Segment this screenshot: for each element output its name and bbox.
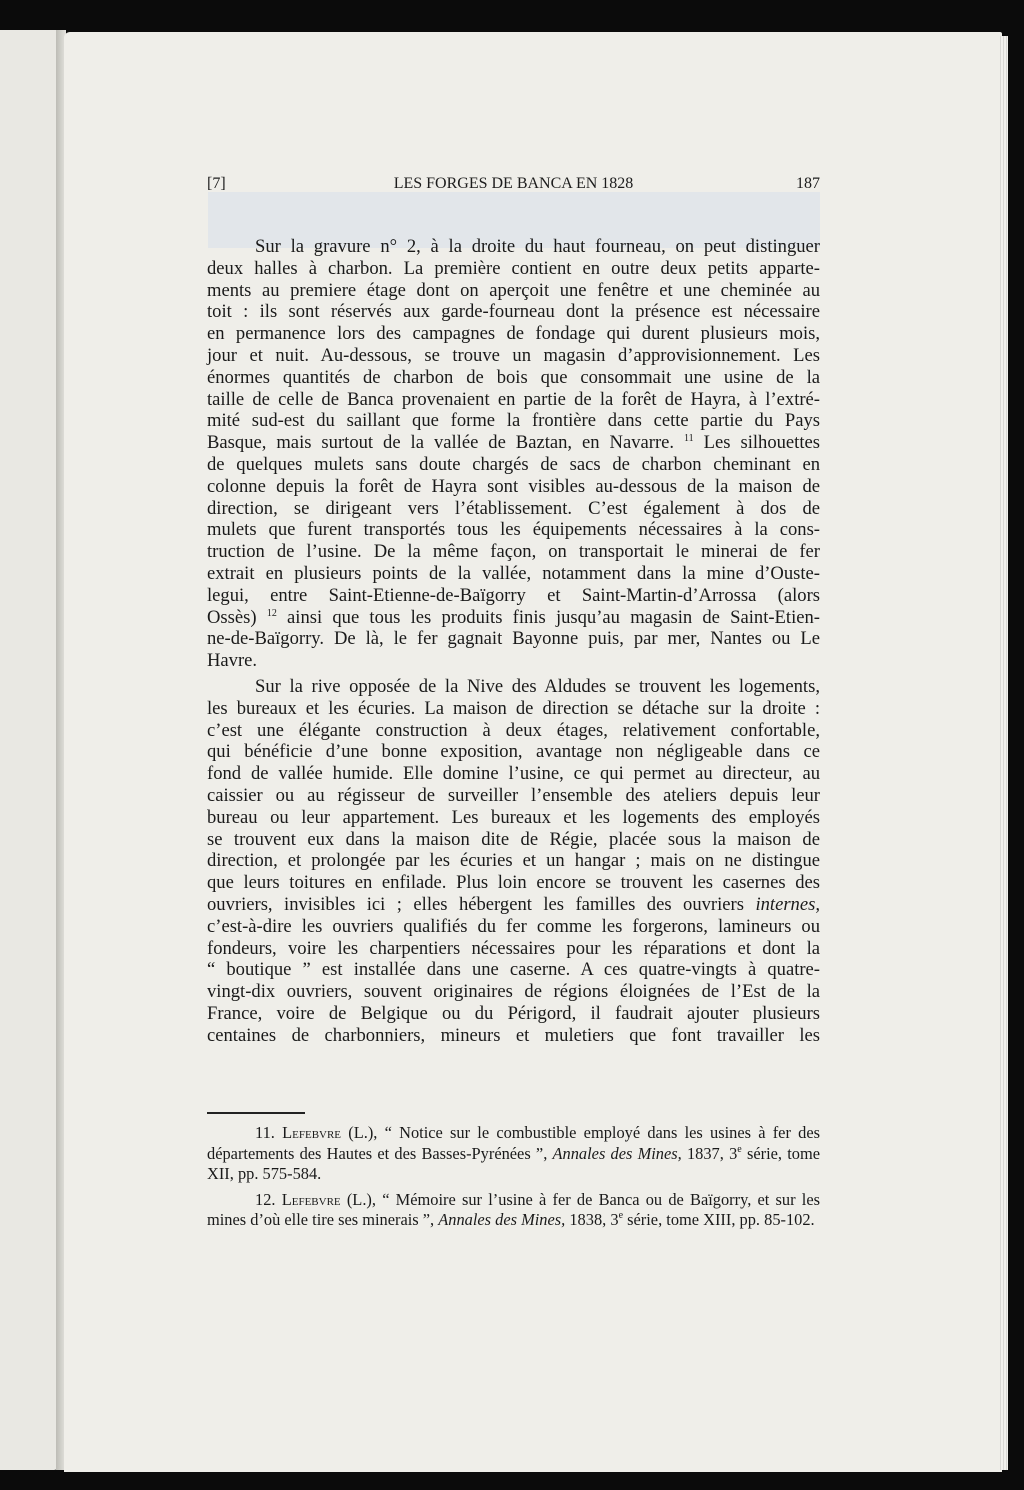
footnote-number: 12.	[255, 1189, 276, 1209]
footnote-title: “ Mémoire sur l’usine à fer de Banca ou de Baïgorry, et sur les mines d’où elle tire ses minerais ”,	[207, 1189, 820, 1229]
text-line: France, voire de Belgique ou du Périgord, il faudrait ajouter plusieurs	[207, 1002, 820, 1024]
text-line: mulets que furent transportés tous les équipements nécessaires à la cons-	[207, 519, 820, 541]
text-line: bureau ou leur appartement. Les bureaux et les logements des employés	[207, 806, 820, 828]
text-line: c’est une élégante construction à deux étages, relativement confortable,	[207, 719, 820, 741]
footnote-journal: Annales des Mines,	[438, 1210, 566, 1229]
footnote-separator	[207, 1112, 305, 1114]
footnote-journal: Annales des Mines,	[552, 1143, 682, 1163]
footnote-series: 3	[610, 1210, 619, 1229]
footnote-author: Lefebvre	[282, 1123, 342, 1142]
text-line: deux halles à charbon. La première contient en outre deux petits apparte-	[207, 257, 820, 279]
footnote-year: 1837,	[686, 1143, 724, 1163]
text-line: ments au premiere étage dont on aperçoit une fenêtre et une cheminée au	[207, 279, 820, 301]
paragraph-1	[207, 236, 820, 672]
text-line: colonne depuis la forêt de Hayra sont visibles au-dessous de la maison de	[207, 475, 820, 497]
text-line: vingt-dix ouvriers, souvent originaires de régions éloignées de l’Est de la	[207, 981, 820, 1003]
text-line: mité sud-est du saillant que forme la frontière dans cette partie du Pays	[207, 410, 820, 432]
paragraph-2	[207, 676, 820, 1047]
text-line: Sur la rive opposée de la Nive des Aldudes se trouvent les logements,	[255, 675, 820, 697]
text-line: fondeurs, voire les charpentiers nécessaires pour les réparations et dont la	[207, 937, 820, 959]
left-page-edge	[0, 30, 58, 1470]
footnote-series-sup: e	[618, 1210, 624, 1221]
running-title: LES FORGES DE BANCA EN 1828	[393, 175, 634, 192]
footnotes	[207, 1123, 820, 1231]
footnote-year: 1838,	[569, 1210, 607, 1229]
footnote-details: série, tome XII, pp. 575-584.	[207, 1143, 820, 1183]
text-line: legui, entre Saint-Etienne-de-Baïgorry et Saint-Martin-d’Arrossa (alors	[207, 584, 820, 606]
footnote-series-sup: e	[737, 1143, 742, 1155]
text-line	[207, 894, 820, 916]
text-line: taille de celle de Banca provenaient en partie de la forêt de Hayra, à l’extré-	[207, 388, 820, 410]
footnote-details: série, tome XIII, pp. 85-102.	[627, 1210, 815, 1229]
running-header	[207, 175, 820, 197]
text-line: qui bénéficie d’une bonne exposition, avantage non négligeable dans ce	[207, 741, 820, 763]
text-line	[207, 432, 820, 454]
text-line: que leurs toitures en enfilade. Plus loin encore se trouvent les casernes des	[207, 872, 820, 894]
line-text: ouvriers, invisibles ici ; elles hébergent les familles des ouvriers	[207, 893, 744, 915]
footnote-number: 11.	[255, 1123, 275, 1142]
footnote-11	[207, 1123, 820, 1185]
text-line: jour et nuit. Au-dessous, se trouve un magasin d’approvisionnement. Les	[207, 344, 820, 366]
text-line: direction, se dirigeant vers l’établissement. C’est également à dos de	[207, 497, 820, 519]
text-line: ne-de-Baïgorry. De là, le fer gagnait Bayonne puis, par mer, Nantes ou Le	[207, 628, 820, 650]
text-line: “ boutique ” est installée dans une caserne. A ces quatre-vingts à quatre-	[207, 959, 820, 981]
text-line: centaines de charbonniers, mineurs et muletiers que font travailler les	[207, 1024, 820, 1046]
text-line: toit : ils sont réservés aux garde-fourneau dont la présence est nécessaire	[207, 301, 820, 323]
line-text: Ossès)	[207, 606, 257, 628]
text-line: énormes quantités de charbon de bois que consommait une usine de la	[207, 366, 820, 388]
text-line: c’est-à-dire les ouvriers qualifiés du fer comme les forgerons, lamineurs ou	[207, 915, 820, 937]
text-line: Havre.	[207, 650, 258, 672]
line-text: ainsi que tous les produits finis jusqu’au magasin de Saint-Etien-	[287, 606, 820, 628]
line-text: Basque, mais surtout de la vallée de Baztan, en Navarre.	[207, 432, 675, 454]
body-text	[207, 236, 820, 1046]
page-number: 187	[796, 175, 820, 192]
text-line: direction, et prolongée par les écuries et un hangar ; mais on ne distingue	[207, 850, 820, 872]
footnote-initial: (L.),	[348, 1123, 378, 1142]
text-line: les bureaux et les écuries. La maison de direction se détache sur la droite :	[207, 697, 820, 719]
text-line: fond de vallée humide. Elle domine l’usine, ce qui permet au directeur, au	[207, 763, 820, 785]
footnote-title: “ Notice sur le combustible employé dans les usines à fer des départements des Hautes et des Basses-Pyrénées ”,	[207, 1123, 820, 1163]
text-line: de quelques mulets sans doute chargés de sacs de charbon cheminant en	[207, 453, 820, 475]
text-line: extrait en plusieurs points de la vallée, notamment dans la mine d’Ouste-	[207, 562, 820, 584]
footnote-ref-12[interactable]: 12	[266, 607, 277, 619]
footnote-12	[207, 1190, 820, 1231]
text-line: en permanence lors des campagnes de fondage qui durent plusieurs mois,	[207, 323, 820, 345]
line-text: Les silhouettes	[703, 432, 820, 454]
chapter-marker: [7]	[207, 175, 226, 192]
text-line: Sur la gravure n° 2, à la droite du haut fourneau, on peut distinguer	[255, 236, 820, 257]
footnote-ref-11[interactable]: 11	[684, 433, 694, 445]
text-line	[207, 607, 820, 629]
text-line: se trouvent eux dans la maison dite de Régie, placée sous la maison de	[207, 828, 820, 850]
text-line: caissier ou au régisseur de surveiller l’ensemble des ateliers depuis leur	[207, 784, 820, 806]
footnote-author: Lefebvre	[281, 1189, 341, 1209]
italic-term: internes,	[755, 893, 820, 915]
footnote-initial: (L.),	[346, 1189, 376, 1209]
footnote-series: 3	[729, 1143, 738, 1163]
text-line: truction de l’usine. De la même façon, on transportait le minerai de fer	[207, 541, 820, 563]
page-edges	[1000, 36, 1008, 1470]
